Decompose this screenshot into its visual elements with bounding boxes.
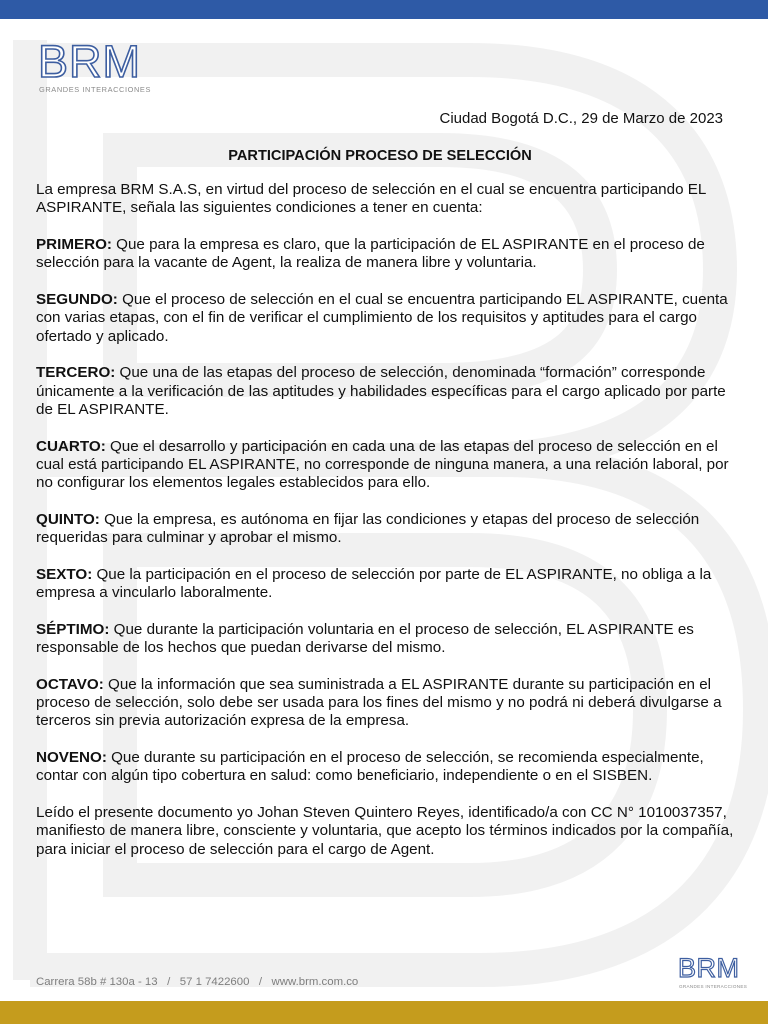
clause-text: Que el proceso de selección en el cual se encuentra participando EL ASPIRANTE, cuenta con varias etapas, con el fin de verificar el cumplimiento de los requisitos y aptitudes para el cargo ofertado y aplicado. <box>36 290 728 345</box>
clause-label: SEGUNDO: <box>36 290 118 308</box>
intro-paragraph: La empresa BRM S.A.S, en virtud del proceso de selección en el cual se encuentra participando EL ASPIRANTE, señala las siguientes condiciones a tener en cuenta: <box>36 181 706 217</box>
clause-label: TERCERO: <box>36 364 116 382</box>
clause-text: Que durante su participación en el proceso de selección, se recomienda especialmente, contar con algún tipo cobertura en salud: como beneficiario, independiente o en el SISBEN. <box>36 749 704 785</box>
footer-contact: Carrera 58b # 130a - 13 / 57 1 7422600 / www.brm.com.co <box>36 976 359 988</box>
clause-label: SEXTO: <box>36 565 93 583</box>
clause-label: NOVENO: <box>36 749 107 767</box>
bottom-color-bar <box>0 1001 768 1024</box>
clause-paragraph <box>36 511 736 548</box>
clause-paragraph <box>36 621 736 658</box>
clause-text: Que una de las etapas del proceso de selección, denominada “formación” corresponde únicamente a la verificación de las aptitudes y habilidades específicas para el cargo aplicado por parte de EL ASPIRANTE. <box>36 364 726 418</box>
clause-text: Que la información que sea suministrada a EL ASPIRANTE durante su participación en el proceso de selección, solo debe ser usada para los fines del mismo y no podrá ni deberá divulgarse a terceros sin previa autorización expresa de la empresa. <box>36 675 722 730</box>
top-color-bar <box>0 0 768 19</box>
clause-paragraph <box>36 566 736 603</box>
clause-text: Que durante la participación voluntaria en el proceso de selección, EL ASPIRANTE es responsable de los hechos que puedan derivarse del mismo. <box>36 620 694 657</box>
letter-title: PARTICIPACIÓN PROCESO DE SELECCIÓN <box>228 148 532 164</box>
clause-label: SÉPTIMO: <box>36 620 110 638</box>
clause-paragraph <box>36 438 736 493</box>
clause-text: Que la empresa, es autónoma en fijar las condiciones y etapas del proceso de selección requeridas para culminar y aprobar el mismo. <box>36 510 700 547</box>
footer-brm-logo <box>678 955 756 995</box>
clause-paragraph <box>36 364 736 419</box>
brm-logo <box>38 36 162 94</box>
footer-logo-text: BRM <box>678 953 740 983</box>
clause-text: Que la participación en el proceso de selección por parte de EL ASPIRANTE, no obliga a la empresa a vincularlo laboralmente. <box>36 565 712 602</box>
closing-paragraph: Leído el presente documento yo Johan Steven Quintero Reyes, identificado/a con CC N° 1010037357, manifiesto de manera libre, consciente y voluntaria, que acepto los términos indicados por la compañía, para iniciar el proceso de selección para el cargo de Agent. <box>36 804 734 858</box>
clause-label: CUARTO: <box>36 437 106 455</box>
clause-label: PRIMERO: <box>36 235 112 253</box>
clause-paragraph <box>36 676 736 731</box>
clause-text: Que para la empresa es claro, que la participación de EL ASPIRANTE en el proceso de selección para la vacante de Agent, la realiza de manera libre y voluntaria. <box>36 235 705 272</box>
clause-text: Que el desarrollo y participación en cada una de las etapas del proceso de selección en el cual está participando EL ASPIRANTE, no corresponde de ninguna manera, a una relación laboral, por no configurar los elementos legales establecidos para ello. <box>36 437 729 492</box>
clause-paragraph <box>36 236 736 273</box>
clause-paragraph <box>36 291 736 346</box>
brm-logo-tagline: GRANDES INTERACCIONES <box>39 85 151 94</box>
letter-date: Ciudad Bogotá D.C., 29 de Marzo de 2023 <box>439 110 723 127</box>
clause-label: QUINTO: <box>36 510 100 528</box>
clause-paragraph <box>36 749 736 786</box>
letter-body <box>36 181 736 877</box>
brm-logo-text: BRM <box>38 36 141 87</box>
clause-label: OCTAVO: <box>36 675 104 693</box>
footer-logo-tagline: GRANDES INTERACCIONES <box>679 984 748 989</box>
